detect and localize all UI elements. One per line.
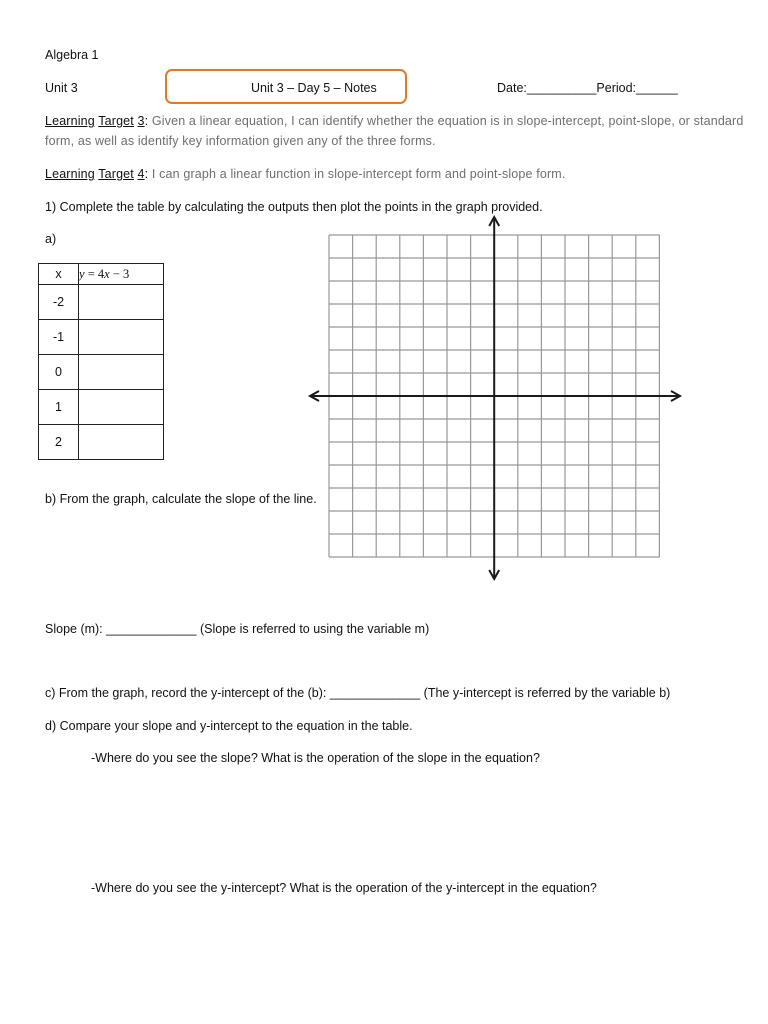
output-cell[interactable]: [79, 390, 164, 425]
table-row: [39, 425, 164, 460]
slope-question: -Where do you see the slope? What is the operation of the slope in the equation?: [91, 751, 540, 765]
target-word-learning: Learning: [45, 167, 95, 181]
table-row: [39, 390, 164, 425]
output-cell[interactable]: [79, 355, 164, 390]
eq-y: y: [79, 266, 85, 281]
target-colon: :: [144, 114, 149, 128]
eq-coef: 4: [97, 266, 105, 281]
x-value-cell: -1: [39, 320, 79, 355]
target-word-target: Target: [98, 167, 134, 181]
x-value-cell: -2: [39, 285, 79, 320]
part-d-label: d) Compare your slope and y-intercept to the equation in the table.: [45, 719, 413, 733]
date-field[interactable]: [497, 81, 678, 95]
target-number: 3: [137, 114, 145, 128]
x-column-header: x: [39, 264, 79, 285]
target-number: 4: [137, 167, 145, 181]
output-cell[interactable]: [79, 285, 164, 320]
x-value-cell: 0: [39, 355, 79, 390]
page-title: Unit 3 – Day 5 – Notes: [251, 81, 377, 95]
unit-label: Unit 3: [45, 81, 78, 95]
course-label: Algebra 1: [45, 48, 99, 62]
equation-header: [79, 264, 164, 285]
title-box: [165, 69, 407, 104]
table-row: [39, 320, 164, 355]
table-row: [39, 285, 164, 320]
eq-const: − 3: [109, 266, 130, 281]
target-text: I can graph a linear function in slope-intercept form and point-slope form.: [148, 167, 566, 181]
period-label: Period:______: [596, 81, 678, 95]
input-output-table: [38, 263, 164, 460]
target-text: Given a linear equation, I can identify whether the equation is in slope-intercept, point-slope, or standard form, as well as identify key information given any of the three forms.: [45, 114, 744, 148]
learning-target-3: [45, 111, 745, 151]
learning-target-4: [45, 164, 745, 184]
target-word-target: Target: [98, 114, 134, 128]
eq-equals: =: [84, 266, 98, 281]
output-cell[interactable]: [79, 425, 164, 460]
output-cell[interactable]: [79, 320, 164, 355]
question-1-prompt: 1) Complete the table by calculating the outputs then plot the points in the graph provided.: [45, 200, 543, 214]
target-word-learning: Learning: [45, 114, 95, 128]
x-value-cell: 2: [39, 425, 79, 460]
axes: [310, 217, 680, 579]
y-intercept-question: -Where do you see the y-intercept? What is the operation of the y-intercept in the equation?: [91, 881, 597, 895]
date-label: Date:__________: [497, 81, 597, 95]
slope-answer-line[interactable]: Slope (m): _____________ (Slope is referred to using the variable m): [45, 622, 430, 636]
table-row: [39, 355, 164, 390]
part-c-label[interactable]: c) From the graph, record the y-intercept of the (b): _____________ (The y-intercept is referred by the variable b): [45, 686, 671, 700]
coordinate-grid[interactable]: [305, 214, 685, 584]
x-value-cell: 1: [39, 390, 79, 425]
part-a-label: a): [45, 232, 57, 246]
part-b-label: b) From the graph, calculate the slope of the line.: [45, 492, 317, 506]
target-colon: :: [144, 167, 149, 181]
eq-x: x: [104, 266, 110, 281]
table-header-row: [39, 264, 164, 285]
